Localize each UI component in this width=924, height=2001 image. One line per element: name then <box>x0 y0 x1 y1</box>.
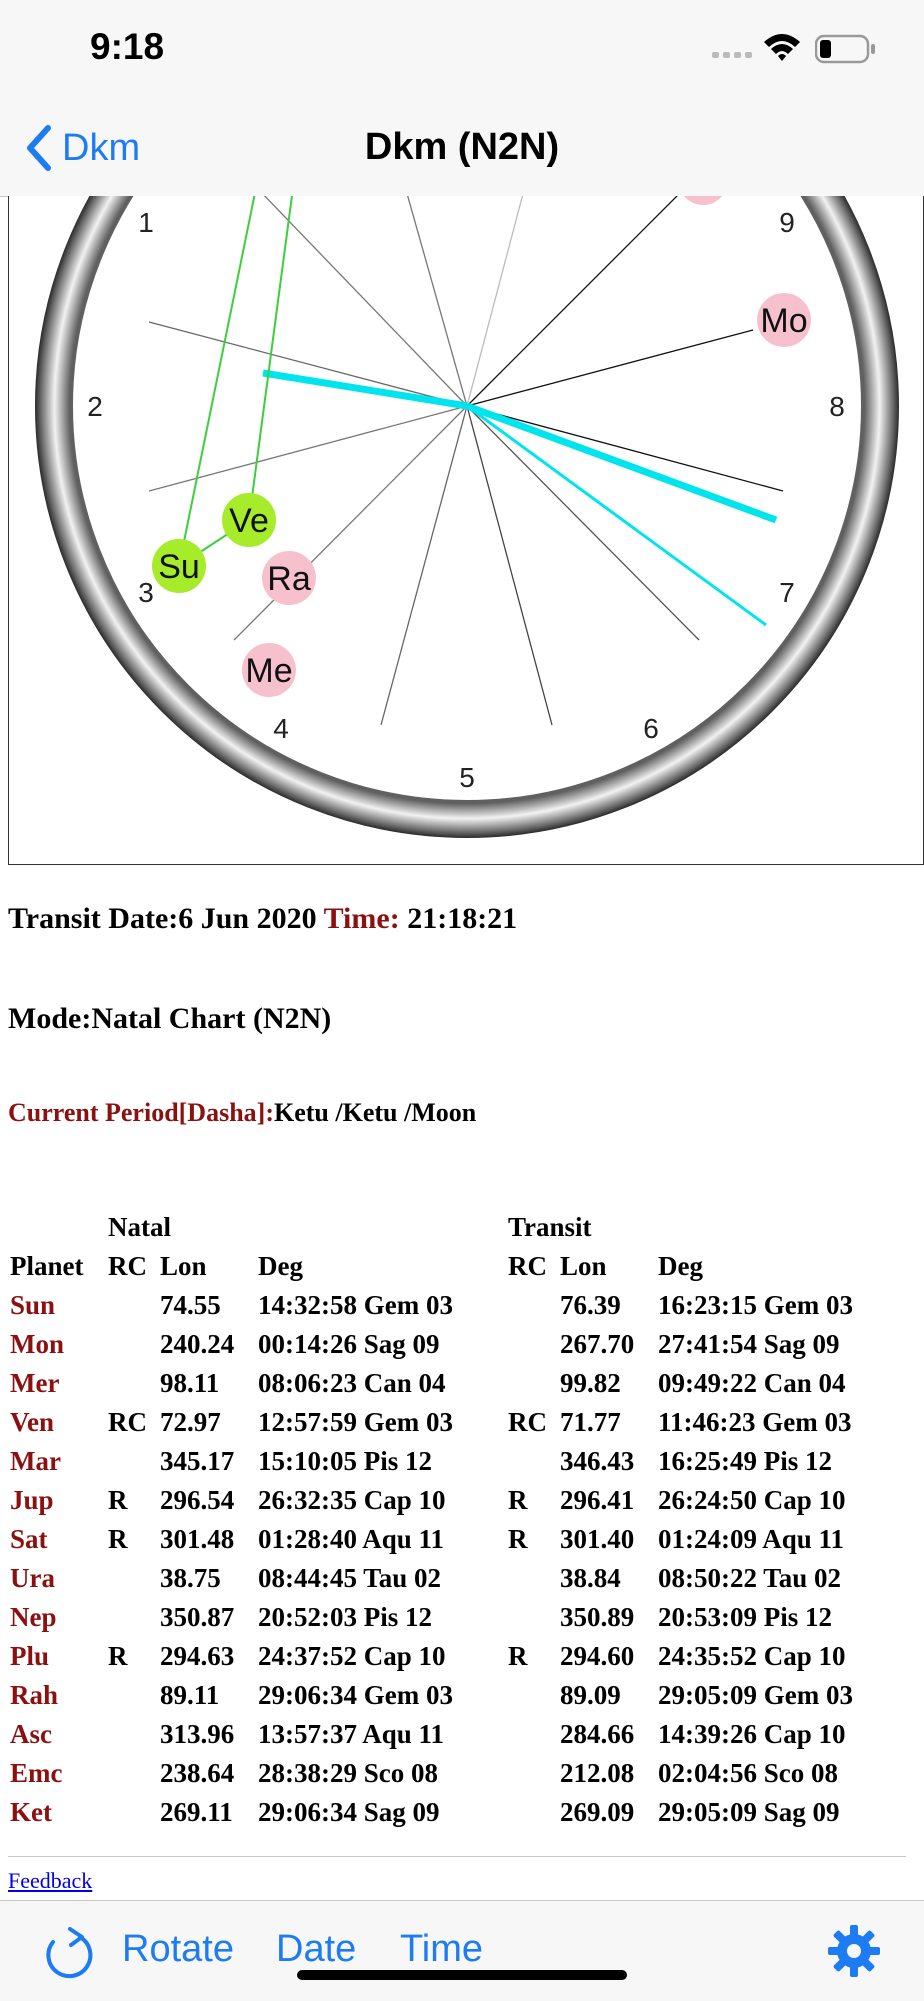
transit-deg: 20:53:09 Pis 12 <box>658 1602 832 1632</box>
transit-lon: 346.43 <box>560 1446 635 1476</box>
table-row <box>0 1715 924 1754</box>
mode-value: Natal Chart (N2N) <box>91 1002 332 1035</box>
transit-lon: 350.89 <box>560 1602 635 1632</box>
time-button[interactable]: Time <box>400 1928 484 1970</box>
transit-lon: 89.09 <box>560 1680 621 1710</box>
table-row <box>0 1481 924 1520</box>
planet-name: Asc <box>10 1719 52 1749</box>
natal-lon: 294.63 <box>160 1641 235 1671</box>
planet-marker-partial <box>678 196 728 205</box>
column-header-natal-rc: RC <box>108 1251 147 1281</box>
planet-table <box>0 1208 924 1832</box>
planet-label-ve: Ve <box>229 502 269 540</box>
chart-frame <box>8 196 924 865</box>
column-header-transit-rc: RC <box>508 1251 547 1281</box>
column-header-transit-lon: Lon <box>560 1251 607 1281</box>
natal-deg: 15:10:05 Pis 12 <box>258 1446 432 1476</box>
table-row <box>0 1286 924 1325</box>
natal-deg: 08:06:23 Can 04 <box>258 1368 446 1398</box>
planet-name: Sat <box>10 1524 48 1554</box>
planet-name: Ven <box>10 1407 55 1437</box>
transit-deg: 01:24:09 Aqu 11 <box>658 1524 845 1554</box>
transit-deg: 11:46:23 Gem 03 <box>658 1407 852 1437</box>
rotate-icon[interactable] <box>40 1925 96 1981</box>
period-label: Current Period[Dasha]: <box>8 1098 274 1127</box>
transit-rc: RC <box>508 1407 547 1437</box>
planet-name: Jup <box>10 1485 54 1515</box>
signal-icon <box>712 50 754 60</box>
transit-rc: R <box>508 1524 528 1554</box>
natal-lon: 72.97 <box>160 1407 221 1437</box>
natal-rc: R <box>108 1641 128 1671</box>
house-number: 4 <box>273 713 289 744</box>
transit-lon: 301.40 <box>560 1524 635 1554</box>
natal-lon: 38.75 <box>160 1563 221 1593</box>
time-value: 21:18:21 <box>407 902 518 935</box>
natal-group-header: Natal <box>108 1212 171 1242</box>
planet-name: Sun <box>10 1290 56 1320</box>
house-number: 1 <box>138 207 154 238</box>
divider <box>8 1856 906 1857</box>
planet-name: Rah <box>10 1680 59 1710</box>
home-indicator <box>297 1970 627 1980</box>
table-row <box>0 1559 924 1598</box>
table-row <box>0 1793 924 1832</box>
transit-lon: 99.82 <box>560 1368 621 1398</box>
transit-deg: 27:41:54 Sag 09 <box>658 1329 840 1359</box>
natal-deg: 20:52:03 Pis 12 <box>258 1602 432 1632</box>
house-number: 5 <box>459 762 475 793</box>
planet-name: Mar <box>10 1446 61 1476</box>
column-header-natal-lon: Lon <box>160 1251 207 1281</box>
table-row <box>0 1520 924 1559</box>
battery-icon <box>815 34 877 64</box>
natal-lon: 98.11 <box>160 1368 220 1398</box>
transit-deg: 16:23:15 Gem 03 <box>658 1290 853 1320</box>
planet-label-ra: Ra <box>267 560 311 598</box>
table-row <box>0 1442 924 1481</box>
transit-lon: 267.70 <box>560 1329 635 1359</box>
house-number: 8 <box>829 391 845 422</box>
transit-lon: 38.84 <box>560 1563 621 1593</box>
transit-deg: 09:49:22 Can 04 <box>658 1368 846 1398</box>
natal-deg: 29:06:34 Gem 03 <box>258 1680 453 1710</box>
transit-deg: 08:50:22 Tau 02 <box>658 1563 842 1593</box>
planet-name: Emc <box>10 1758 63 1788</box>
house-number: 9 <box>779 207 795 238</box>
planet-name: Nep <box>10 1602 57 1632</box>
transit-lon: 76.39 <box>560 1290 621 1320</box>
natal-rc: R <box>108 1524 128 1554</box>
transit-deg: 29:05:09 Gem 03 <box>658 1680 853 1710</box>
natal-deg: 13:57:37 Aqu 11 <box>258 1719 445 1749</box>
chart-outer-ring <box>54 196 880 819</box>
planet-name: Plu <box>10 1641 50 1671</box>
planet-label-me: Me <box>245 652 293 690</box>
house-number: 7 <box>779 577 795 608</box>
table-group-header <box>0 1208 924 1247</box>
planet-name: Ura <box>10 1563 55 1593</box>
planet-name: Mer <box>10 1368 60 1398</box>
rotate-button[interactable]: Rotate <box>122 1928 234 1970</box>
transit-deg: 29:05:09 Sag 09 <box>658 1797 840 1827</box>
natal-lon: 296.54 <box>160 1485 235 1515</box>
mode-label: Mode: <box>8 1002 92 1035</box>
period-value: Ketu /Ketu /Moon <box>273 1098 477 1127</box>
house-number: 2 <box>87 391 103 422</box>
transit-deg: 14:39:26 Cap 10 <box>658 1719 846 1749</box>
transit-lon: 294.60 <box>560 1641 635 1671</box>
natal-lon: 350.87 <box>160 1602 235 1632</box>
planet-name: Mon <box>10 1329 64 1359</box>
natal-deg: 29:06:34 Sag 09 <box>258 1797 440 1827</box>
column-header-transit-deg: Deg <box>658 1251 703 1281</box>
chart-wheel[interactable] <box>8 196 924 865</box>
transit-group-header: Transit <box>508 1212 592 1242</box>
transit-rc: R <box>508 1485 528 1515</box>
transit-deg: 26:24:50 Cap 10 <box>658 1485 846 1515</box>
natal-lon: 238.64 <box>160 1758 235 1788</box>
table-row <box>0 1754 924 1793</box>
table-row <box>0 1637 924 1676</box>
page-title: Dkm (N2N) <box>364 126 560 168</box>
natal-deg: 12:57:59 Gem 03 <box>258 1407 453 1437</box>
transit-info <box>8 902 517 936</box>
natal-deg: 28:38:29 Sco 08 <box>258 1758 438 1788</box>
planet-label-su: Su <box>158 548 200 586</box>
natal-lon: 74.55 <box>160 1290 221 1320</box>
natal-deg: 26:32:35 Cap 10 <box>258 1485 446 1515</box>
transit-lon: 284.66 <box>560 1719 635 1749</box>
table-row <box>0 1676 924 1715</box>
time-label: Time: <box>323 902 400 935</box>
status-time: 9:18 <box>90 26 165 67</box>
house-number: 6 <box>643 713 659 744</box>
transit-rc: R <box>508 1641 528 1671</box>
table-body <box>0 1286 924 1832</box>
natal-deg: 14:32:58 Gem 03 <box>258 1290 453 1320</box>
mode-info <box>8 1002 331 1036</box>
column-header-planet: Planet <box>10 1251 84 1281</box>
transit-lon: 71.77 <box>560 1407 621 1437</box>
table-row <box>0 1364 924 1403</box>
natal-lon: 345.17 <box>160 1446 235 1476</box>
natal-lon: 240.24 <box>160 1329 235 1359</box>
transit-date-label: Transit Date: <box>8 902 179 935</box>
table-row <box>0 1598 924 1637</box>
back-button-label: Dkm <box>62 126 141 169</box>
column-header-natal-deg: Deg <box>258 1251 303 1281</box>
natal-deg: 00:14:26 Sag 09 <box>258 1329 440 1359</box>
planet-label-mo: Mo <box>760 302 808 340</box>
house-cusp-lines <box>149 196 783 725</box>
natal-lon: 269.11 <box>160 1797 233 1827</box>
gear-icon[interactable] <box>826 1923 882 1979</box>
transit-deg: 24:35:52 Cap 10 <box>658 1641 846 1671</box>
table-column-header <box>0 1247 924 1286</box>
natal-lon: 313.96 <box>160 1719 235 1749</box>
navigation-bar <box>0 100 924 197</box>
transit-lon: 212.08 <box>560 1758 635 1788</box>
wifi-icon <box>762 30 802 64</box>
feedback-link[interactable]: Feedback <box>8 1868 93 1893</box>
planet-name: Ket <box>10 1797 52 1827</box>
natal-deg: 24:37:52 Cap 10 <box>258 1641 446 1671</box>
house-number: 3 <box>138 577 154 608</box>
transit-lon: 269.09 <box>560 1797 635 1827</box>
transit-deg: 16:25:49 Pis 12 <box>658 1446 832 1476</box>
natal-deg: 08:44:45 Tau 02 <box>258 1563 442 1593</box>
natal-rc: R <box>108 1485 128 1515</box>
transit-deg: 02:04:56 Sco 08 <box>658 1758 838 1788</box>
natal-lon: 301.48 <box>160 1524 235 1554</box>
natal-deg: 01:28:40 Aqu 11 <box>258 1524 445 1554</box>
date-button[interactable]: Date <box>276 1928 357 1970</box>
table-row <box>0 1325 924 1364</box>
transit-date-value: 6 Jun 2020 <box>178 902 317 935</box>
table-row <box>0 1403 924 1442</box>
dasha-info <box>8 1098 476 1128</box>
transit-lon: 296.41 <box>560 1485 635 1515</box>
natal-rc: RC <box>108 1407 147 1437</box>
natal-lon: 89.11 <box>160 1680 220 1710</box>
